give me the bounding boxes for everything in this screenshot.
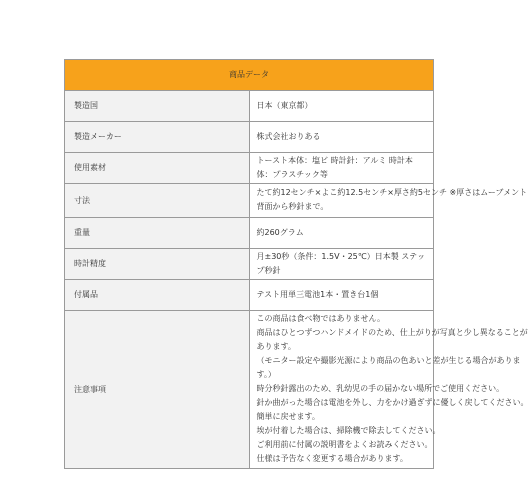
row-value: 株式会社おりある xyxy=(249,122,434,153)
row-value: 日本（東京都） xyxy=(249,91,434,122)
row-value: 約260グラム xyxy=(249,218,434,249)
table-title: 商品データ xyxy=(65,60,434,91)
note-line: 埃が付着した場合は、掃除機で除去してください。 xyxy=(256,426,441,435)
row-label: 付属品 xyxy=(65,280,250,311)
note-line: 商品はひとつずつハンドメイドのため、仕上がりが写真と少し異なることが xyxy=(256,328,528,337)
row-label: 時計精度 xyxy=(65,249,250,280)
row-label: 製造メーカー xyxy=(65,122,250,153)
row-label: 寸法 xyxy=(65,184,250,218)
row-label: 注意事項 xyxy=(65,311,250,469)
table-row-accessories xyxy=(65,280,434,311)
row-value xyxy=(249,184,528,218)
row-label: 重量 xyxy=(65,218,250,249)
table-row-country xyxy=(65,91,434,122)
table-row-maker xyxy=(65,122,434,153)
notes-value xyxy=(249,311,529,469)
note-line: 簡単に戻せます。 xyxy=(256,412,320,421)
table-row-dimensions xyxy=(65,184,434,218)
product-data-table xyxy=(64,59,529,469)
note-line: 仕様は予告なく変更する場合があります。 xyxy=(256,454,408,463)
row-value: トースト本体：塩ビ 時計針：アルミ 時計本体：プラスチック等 xyxy=(249,153,434,184)
dimensions-line: たて約12センチ×よこ約12.5センチ×厚さ約5センチ ※厚さはムーブメント xyxy=(256,188,528,197)
note-line: ご利用前に付属の説明書をよくお読みください。 xyxy=(256,440,433,449)
note-line: あります。 xyxy=(256,342,296,351)
row-label: 製造国 xyxy=(65,91,250,122)
table-row-accuracy xyxy=(65,249,434,280)
note-line: この商品は食べ物ではありません。 xyxy=(256,314,385,323)
table-header-row xyxy=(65,60,434,91)
row-value: 月±30秒（条件：1.5V・25℃）日本製 ステップ秒針 xyxy=(249,249,434,280)
note-line: 時分秒針露出のため、乳幼児の手の届かない場所でご使用ください。 xyxy=(256,384,505,393)
row-label: 使用素材 xyxy=(65,153,250,184)
dimensions-line: 背面から秒針まで。 xyxy=(256,202,329,211)
table-row-notes xyxy=(65,311,434,469)
note-line: （モニター設定や撮影光源により商品の色あいと差が生じる場合がありま xyxy=(256,356,521,365)
table-row-material xyxy=(65,153,434,184)
row-value: テスト用単三電池1本・置き台1個 xyxy=(249,280,434,311)
note-line: 針か曲がった場合は電池を外し、力をかけ過ぎずに優しく戻してください。 xyxy=(256,398,529,407)
note-line: す。） xyxy=(256,370,276,379)
table-row-weight xyxy=(65,218,434,249)
